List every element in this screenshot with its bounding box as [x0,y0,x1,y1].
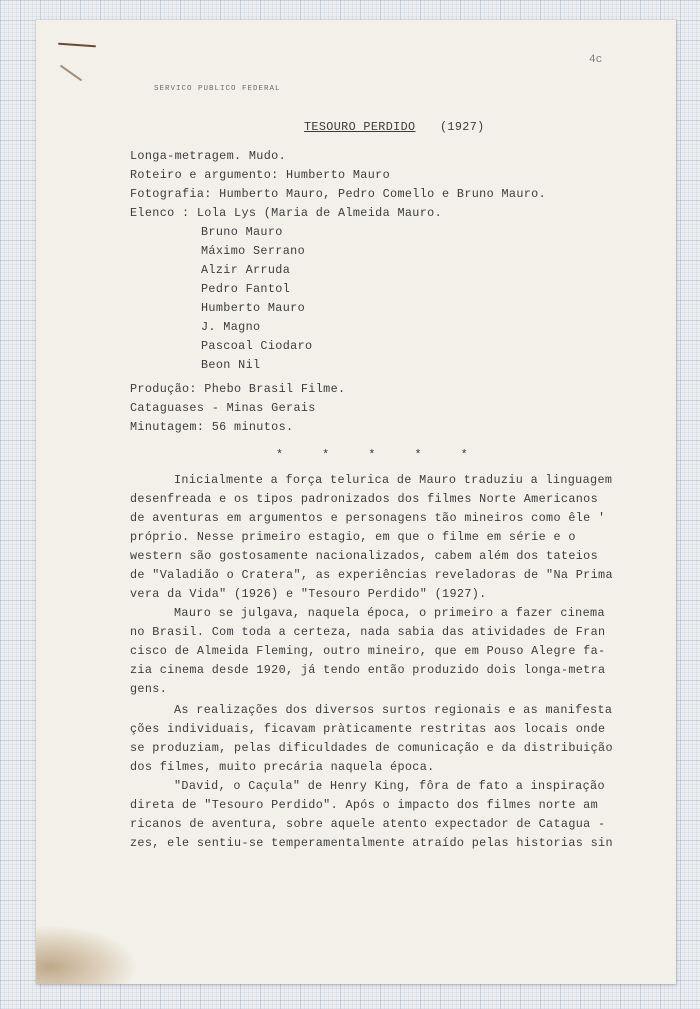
credit-line: Elenco : Lola Lys (Maria de Almeida Mauro. [130,206,443,220]
water-stain [36,925,138,984]
staple-mark [58,43,96,48]
body-line: dos filmes, muito precária naquela época. [130,760,435,774]
page-number-mark: 4c [589,54,603,66]
body-line: desenfreada e os tipos padronizados dos filmes Norte Americanos [130,492,599,506]
body-line: As realizações dos diversos surtos regionais e as manifesta [174,703,613,717]
body-line: gens. [130,682,168,696]
body-line: de aventuras em argumentos e personagens tão mineiros como êle ' [130,511,606,525]
body-line: se produziam, pelas dificuldades de comunicação e da distribuição [130,741,613,755]
section-separator: * * * * * [276,448,484,462]
body-line: "David, o Caçula" de Henry King, fôra de fato a inspiração [174,779,605,793]
body-line: de "Valadião o Cratera", as experiências reveladoras de "Na Prima [130,568,613,582]
body-line: zia cinema desde 1920, já tendo então produzido dois longa-metra [130,663,606,677]
cast-member: Beon Nil [201,358,261,372]
cast-member: Bruno Mauro [201,225,283,239]
credit-line: Longa-metragem. Mudo. [130,149,287,163]
cast-member: Pascoal Ciodaro [201,339,313,353]
body-line: no Brasil. Com toda a certeza, nada sabia das atividades de Fran [130,625,606,639]
cast-member: Humberto Mauro [201,301,306,315]
body-line: ções individuais, ficavam pràticamente restritas aos locais onde [130,722,606,736]
rust-mark [60,65,82,82]
cast-member: Alzir Arruda [201,263,291,277]
document-year: (1927) [440,120,485,134]
body-line: direta de "Tesouro Perdido". Após o impacto dos filmes norte am [130,798,599,812]
production-line: Produção: Phebo Brasil Filme. [130,382,346,396]
body-line: ricanos de aventura, sobre aquele atento expectador de Catagua - [130,817,606,831]
cast-member: Pedro Fantol [201,282,291,296]
credit-line: Roteiro e argumento: Humberto Mauro [130,168,391,182]
body-line: cisco de Almeida Fleming, outro mineiro, que em Pouso Alegre fa- [130,644,606,658]
production-line: Cataguases - Minas Gerais [130,401,316,415]
document-title: TESOURO PERDIDO [304,120,416,134]
cast-member: Máximo Serrano [201,244,306,258]
letterhead: SERVICO PUBLICO FEDERAL [154,85,281,93]
body-line: Mauro se julgava, naquela época, o primeiro a fazer cinema [174,606,605,620]
production-line: Minutagem: 56 minutos. [130,420,294,434]
credit-line: Fotografia: Humberto Mauro, Pedro Comello e Bruno Mauro. [130,187,547,201]
cast-member: J. Magno [201,320,261,334]
body-line: zes, ele sentiu-se temperamentalmente atraído pelas historias sin [130,836,613,850]
body-line: Inicialmente a força telurica de Mauro traduziu a linguagem [174,473,613,487]
body-line: próprio. Nesse primeiro estagio, em que o filme em série e o [130,530,576,544]
body-line: vera da Vida" (1926) e "Tesouro Perdido" (1927). [130,587,487,601]
body-line: western são gostosamente nacionalizados, cabem além dos tateios [130,549,599,563]
typed-document-page [36,20,676,984]
